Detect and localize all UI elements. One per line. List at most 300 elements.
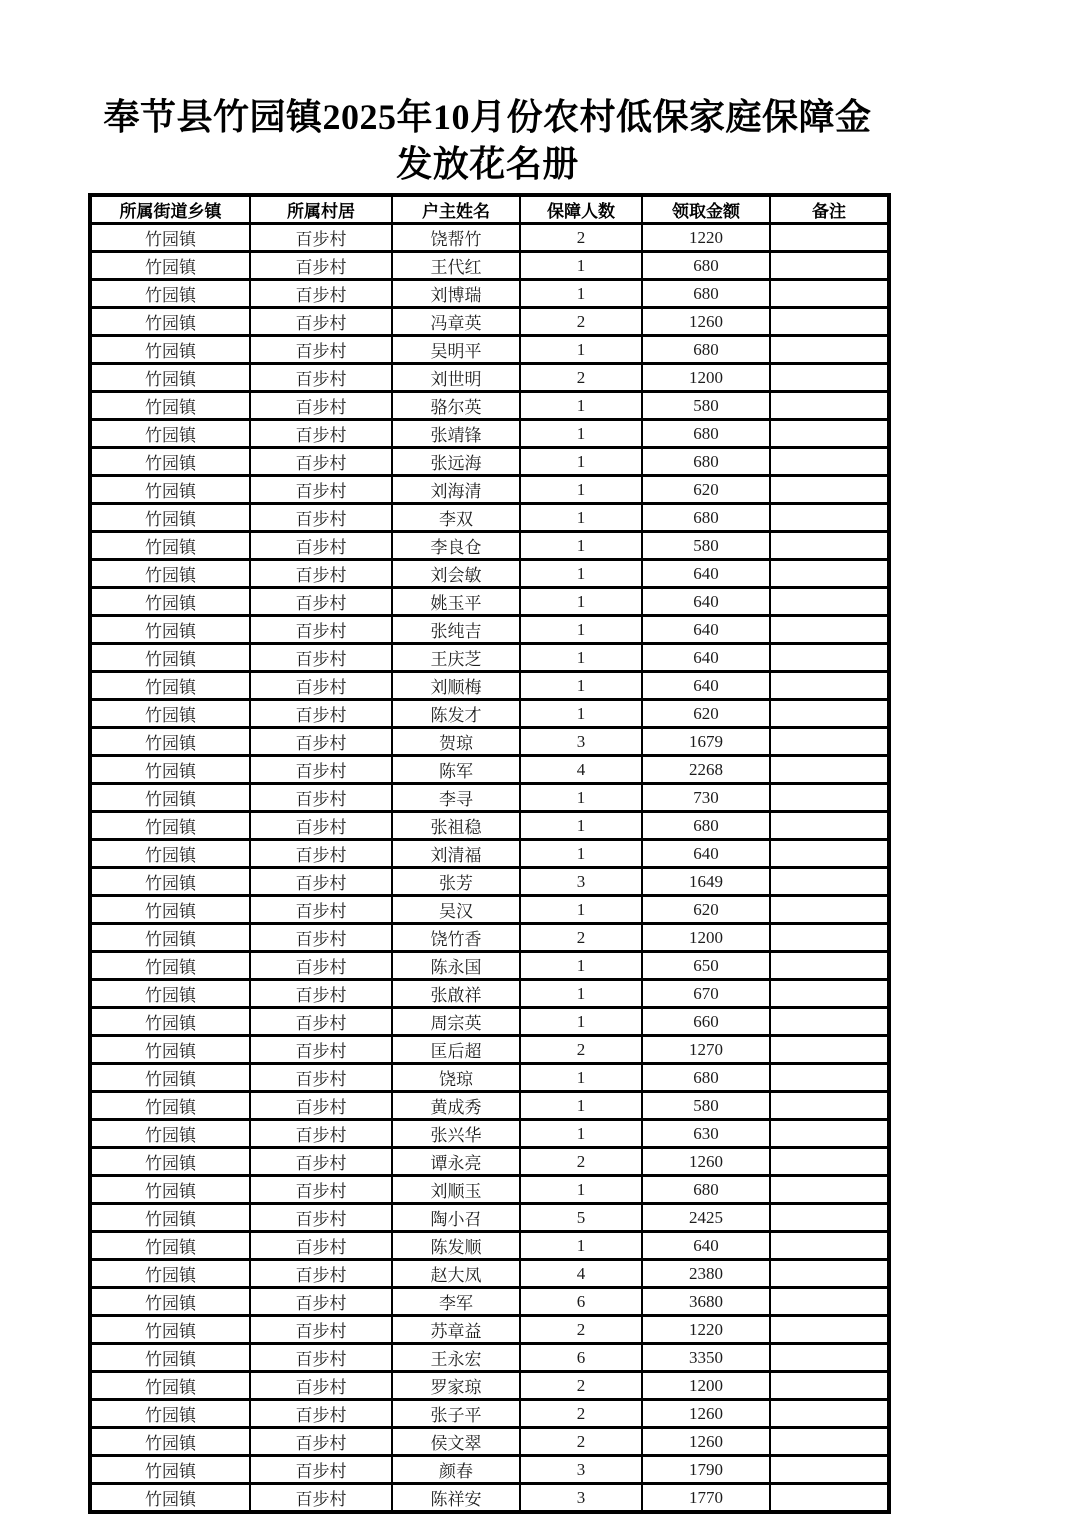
cell-village: 百步村 [250, 1484, 392, 1513]
table-row [90, 420, 889, 448]
cell-township: 竹园镇 [90, 868, 250, 896]
cell-remarks [770, 896, 889, 924]
cell-remarks [770, 1232, 889, 1260]
table-row [90, 952, 889, 980]
cell-remarks [770, 1428, 889, 1456]
cell-insured-count: 1 [520, 448, 642, 476]
cell-village: 百步村 [250, 924, 392, 952]
cell-householder-name: 贺琼 [392, 728, 520, 756]
table-row [90, 448, 889, 476]
cell-householder-name: 饶竹香 [392, 924, 520, 952]
table-row [90, 700, 889, 728]
table-row [90, 1204, 889, 1232]
cell-village: 百步村 [250, 1176, 392, 1204]
cell-township: 竹园镇 [90, 1176, 250, 1204]
cell-township: 竹园镇 [90, 1260, 250, 1288]
cell-amount: 640 [642, 616, 770, 644]
cell-amount: 680 [642, 420, 770, 448]
cell-village: 百步村 [250, 1064, 392, 1092]
cell-village: 百步村 [250, 784, 392, 812]
cell-householder-name: 李双 [392, 504, 520, 532]
cell-householder-name: 张啟祥 [392, 980, 520, 1008]
table-row [90, 1344, 889, 1372]
cell-householder-name: 张靖锋 [392, 420, 520, 448]
cell-householder-name: 饶琼 [392, 1064, 520, 1092]
cell-insured-count: 1 [520, 504, 642, 532]
cell-village: 百步村 [250, 448, 392, 476]
cell-amount: 1790 [642, 1456, 770, 1484]
cell-township: 竹园镇 [90, 784, 250, 812]
cell-amount: 630 [642, 1120, 770, 1148]
header-village: 所属村居 [250, 195, 392, 224]
cell-amount: 2425 [642, 1204, 770, 1232]
cell-householder-name: 吴汉 [392, 896, 520, 924]
cell-amount: 2268 [642, 756, 770, 784]
cell-remarks [770, 1372, 889, 1400]
cell-amount: 620 [642, 700, 770, 728]
cell-township: 竹园镇 [90, 1344, 250, 1372]
cell-township: 竹园镇 [90, 1456, 250, 1484]
cell-village: 百步村 [250, 728, 392, 756]
cell-township: 竹园镇 [90, 1232, 250, 1260]
cell-township: 竹园镇 [90, 616, 250, 644]
cell-remarks [770, 336, 889, 364]
cell-householder-name: 侯文翠 [392, 1428, 520, 1456]
table-row [90, 672, 889, 700]
cell-remarks [770, 224, 889, 252]
table-row [90, 1456, 889, 1484]
cell-remarks [770, 1288, 889, 1316]
table-row [90, 476, 889, 504]
cell-householder-name: 刘顺梅 [392, 672, 520, 700]
cell-insured-count: 4 [520, 1260, 642, 1288]
cell-village: 百步村 [250, 1148, 392, 1176]
cell-village: 百步村 [250, 1036, 392, 1064]
cell-householder-name: 苏章益 [392, 1316, 520, 1344]
cell-remarks [770, 1092, 889, 1120]
cell-householder-name: 冯章英 [392, 308, 520, 336]
cell-township: 竹园镇 [90, 1064, 250, 1092]
cell-amount: 1260 [642, 1148, 770, 1176]
cell-remarks [770, 1484, 889, 1513]
cell-householder-name: 罗家琼 [392, 1372, 520, 1400]
cell-village: 百步村 [250, 616, 392, 644]
cell-insured-count: 1 [520, 1064, 642, 1092]
cell-amount: 660 [642, 1008, 770, 1036]
cell-township: 竹园镇 [90, 392, 250, 420]
cell-remarks [770, 1456, 889, 1484]
cell-remarks [770, 392, 889, 420]
header-amount: 领取金额 [642, 195, 770, 224]
cell-amount: 1649 [642, 868, 770, 896]
cell-amount: 3350 [642, 1344, 770, 1372]
cell-township: 竹园镇 [90, 308, 250, 336]
cell-remarks [770, 728, 889, 756]
cell-insured-count: 1 [520, 616, 642, 644]
cell-remarks [770, 616, 889, 644]
cell-insured-count: 6 [520, 1288, 642, 1316]
cell-remarks [770, 504, 889, 532]
cell-insured-count: 3 [520, 728, 642, 756]
cell-householder-name: 陶小召 [392, 1204, 520, 1232]
table-row [90, 1288, 889, 1316]
cell-village: 百步村 [250, 1204, 392, 1232]
header-remarks: 备注 [770, 195, 889, 224]
cell-householder-name: 张远海 [392, 448, 520, 476]
cell-amount: 1220 [642, 1316, 770, 1344]
table-row [90, 1064, 889, 1092]
roster-table-body [90, 224, 889, 1513]
table-row [90, 896, 889, 924]
table-row [90, 588, 889, 616]
cell-township: 竹园镇 [90, 252, 250, 280]
document-content [88, 0, 887, 1514]
cell-township: 竹园镇 [90, 1148, 250, 1176]
cell-village: 百步村 [250, 1260, 392, 1288]
cell-householder-name: 王庆芝 [392, 644, 520, 672]
header-township: 所属街道乡镇 [90, 195, 250, 224]
cell-insured-count: 1 [520, 336, 642, 364]
cell-householder-name: 刘博瑞 [392, 280, 520, 308]
cell-householder-name: 王永宏 [392, 1344, 520, 1372]
cell-township: 竹园镇 [90, 532, 250, 560]
cell-township: 竹园镇 [90, 504, 250, 532]
cell-amount: 650 [642, 952, 770, 980]
table-row [90, 308, 889, 336]
cell-village: 百步村 [250, 1372, 392, 1400]
table-row [90, 1316, 889, 1344]
cell-insured-count: 1 [520, 812, 642, 840]
cell-amount: 1200 [642, 1372, 770, 1400]
cell-village: 百步村 [250, 364, 392, 392]
cell-insured-count: 2 [520, 364, 642, 392]
cell-village: 百步村 [250, 224, 392, 252]
cell-insured-count: 4 [520, 756, 642, 784]
cell-village: 百步村 [250, 476, 392, 504]
cell-householder-name: 黄成秀 [392, 1092, 520, 1120]
cell-insured-count: 6 [520, 1344, 642, 1372]
cell-householder-name: 张子平 [392, 1400, 520, 1428]
cell-householder-name: 陈永国 [392, 952, 520, 980]
cell-insured-count: 1 [520, 700, 642, 728]
header-householder-name: 户主姓名 [392, 195, 520, 224]
cell-village: 百步村 [250, 812, 392, 840]
cell-householder-name: 饶帮竹 [392, 224, 520, 252]
table-row [90, 644, 889, 672]
cell-householder-name: 颜春 [392, 1456, 520, 1484]
cell-amount: 1679 [642, 728, 770, 756]
cell-insured-count: 1 [520, 672, 642, 700]
cell-village: 百步村 [250, 504, 392, 532]
table-row [90, 812, 889, 840]
cell-remarks [770, 840, 889, 868]
cell-village: 百步村 [250, 1232, 392, 1260]
table-row [90, 392, 889, 420]
cell-remarks [770, 280, 889, 308]
cell-township: 竹园镇 [90, 476, 250, 504]
cell-amount: 1260 [642, 308, 770, 336]
cell-insured-count: 1 [520, 420, 642, 448]
cell-remarks [770, 980, 889, 1008]
table-row [90, 1092, 889, 1120]
cell-township: 竹园镇 [90, 364, 250, 392]
cell-remarks [770, 700, 889, 728]
cell-township: 竹园镇 [90, 448, 250, 476]
cell-insured-count: 1 [520, 952, 642, 980]
cell-householder-name: 刘海清 [392, 476, 520, 504]
table-row [90, 364, 889, 392]
cell-remarks [770, 1008, 889, 1036]
cell-village: 百步村 [250, 392, 392, 420]
table-row [90, 868, 889, 896]
cell-insured-count: 1 [520, 392, 642, 420]
document-title: 奉节县竹园镇2025年10月份农村低保家庭保障金发放花名册 [103, 97, 872, 184]
cell-householder-name: 赵大凤 [392, 1260, 520, 1288]
cell-remarks [770, 952, 889, 980]
cell-township: 竹园镇 [90, 952, 250, 980]
cell-township: 竹园镇 [90, 896, 250, 924]
cell-village: 百步村 [250, 1456, 392, 1484]
cell-remarks [770, 532, 889, 560]
cell-insured-count: 1 [520, 980, 642, 1008]
cell-remarks [770, 364, 889, 392]
cell-amount: 680 [642, 1064, 770, 1092]
cell-insured-count: 1 [520, 840, 642, 868]
cell-township: 竹园镇 [90, 1484, 250, 1513]
table-row [90, 1008, 889, 1036]
cell-village: 百步村 [250, 896, 392, 924]
cell-amount: 1270 [642, 1036, 770, 1064]
cell-insured-count: 1 [520, 476, 642, 504]
cell-village: 百步村 [250, 280, 392, 308]
cell-insured-count: 2 [520, 1148, 642, 1176]
cell-amount: 1200 [642, 924, 770, 952]
cell-amount: 1260 [642, 1400, 770, 1428]
cell-remarks [770, 252, 889, 280]
table-row [90, 1400, 889, 1428]
cell-township: 竹园镇 [90, 588, 250, 616]
cell-amount: 620 [642, 476, 770, 504]
cell-insured-count: 3 [520, 868, 642, 896]
cell-village: 百步村 [250, 532, 392, 560]
cell-village: 百步村 [250, 1428, 392, 1456]
cell-village: 百步村 [250, 252, 392, 280]
cell-amount: 1220 [642, 224, 770, 252]
cell-insured-count: 2 [520, 924, 642, 952]
cell-village: 百步村 [250, 952, 392, 980]
cell-remarks [770, 1064, 889, 1092]
cell-insured-count: 1 [520, 1120, 642, 1148]
cell-remarks [770, 924, 889, 952]
cell-village: 百步村 [250, 1400, 392, 1428]
cell-amount: 640 [642, 644, 770, 672]
cell-insured-count: 3 [520, 1456, 642, 1484]
cell-insured-count: 1 [520, 532, 642, 560]
cell-insured-count: 2 [520, 1372, 642, 1400]
cell-remarks [770, 1036, 889, 1064]
cell-remarks [770, 1204, 889, 1232]
cell-township: 竹园镇 [90, 1400, 250, 1428]
cell-householder-name: 李寻 [392, 784, 520, 812]
cell-insured-count: 2 [520, 308, 642, 336]
cell-remarks [770, 1400, 889, 1428]
cell-amount: 640 [642, 840, 770, 868]
cell-village: 百步村 [250, 1120, 392, 1148]
cell-village: 百步村 [250, 1344, 392, 1372]
cell-amount: 680 [642, 812, 770, 840]
cell-amount: 680 [642, 336, 770, 364]
cell-amount: 580 [642, 532, 770, 560]
cell-remarks [770, 1316, 889, 1344]
table-row [90, 1260, 889, 1288]
cell-village: 百步村 [250, 308, 392, 336]
cell-remarks [770, 588, 889, 616]
cell-householder-name: 陈祥安 [392, 1484, 520, 1513]
cell-village: 百步村 [250, 868, 392, 896]
table-row [90, 980, 889, 1008]
roster-table-head [90, 195, 889, 224]
cell-amount: 1260 [642, 1428, 770, 1456]
cell-remarks [770, 644, 889, 672]
cell-township: 竹园镇 [90, 280, 250, 308]
table-row [90, 1428, 889, 1456]
cell-village: 百步村 [250, 840, 392, 868]
cell-village: 百步村 [250, 560, 392, 588]
cell-householder-name: 周宗英 [392, 1008, 520, 1036]
cell-householder-name: 张兴华 [392, 1120, 520, 1148]
table-row [90, 336, 889, 364]
cell-householder-name: 李良仓 [392, 532, 520, 560]
cell-householder-name: 张祖稳 [392, 812, 520, 840]
cell-insured-count: 1 [520, 896, 642, 924]
cell-insured-count: 2 [520, 1316, 642, 1344]
cell-township: 竹园镇 [90, 980, 250, 1008]
cell-insured-count: 1 [520, 1176, 642, 1204]
cell-amount: 680 [642, 280, 770, 308]
cell-insured-count: 1 [520, 644, 642, 672]
roster-table [88, 193, 891, 1514]
cell-insured-count: 1 [520, 252, 642, 280]
cell-insured-count: 1 [520, 1232, 642, 1260]
cell-village: 百步村 [250, 644, 392, 672]
cell-remarks [770, 1344, 889, 1372]
cell-village: 百步村 [250, 420, 392, 448]
cell-insured-count: 2 [520, 1400, 642, 1428]
table-row [90, 784, 889, 812]
table-row [90, 532, 889, 560]
cell-insured-count: 1 [520, 784, 642, 812]
cell-insured-count: 1 [520, 1092, 642, 1120]
table-row [90, 1036, 889, 1064]
cell-township: 竹园镇 [90, 1008, 250, 1036]
table-row [90, 560, 889, 588]
cell-householder-name: 骆尔英 [392, 392, 520, 420]
cell-village: 百步村 [250, 1288, 392, 1316]
cell-village: 百步村 [250, 1316, 392, 1344]
cell-township: 竹园镇 [90, 336, 250, 364]
cell-township: 竹园镇 [90, 1120, 250, 1148]
cell-village: 百步村 [250, 672, 392, 700]
cell-amount: 680 [642, 448, 770, 476]
cell-township: 竹园镇 [90, 420, 250, 448]
cell-township: 竹园镇 [90, 672, 250, 700]
cell-township: 竹园镇 [90, 1036, 250, 1064]
cell-householder-name: 匡后超 [392, 1036, 520, 1064]
cell-township: 竹园镇 [90, 756, 250, 784]
cell-township: 竹园镇 [90, 1288, 250, 1316]
table-row [90, 1232, 889, 1260]
cell-insured-count: 5 [520, 1204, 642, 1232]
cell-township: 竹园镇 [90, 1316, 250, 1344]
cell-remarks [770, 560, 889, 588]
cell-village: 百步村 [250, 1092, 392, 1120]
cell-householder-name: 陈发才 [392, 700, 520, 728]
cell-insured-count: 2 [520, 224, 642, 252]
table-row [90, 924, 889, 952]
cell-township: 竹园镇 [90, 644, 250, 672]
cell-householder-name: 刘会敏 [392, 560, 520, 588]
cell-village: 百步村 [250, 588, 392, 616]
cell-insured-count: 2 [520, 1036, 642, 1064]
cell-village: 百步村 [250, 700, 392, 728]
table-row [90, 252, 889, 280]
cell-insured-count: 1 [520, 1008, 642, 1036]
table-row [90, 1176, 889, 1204]
cell-amount: 3680 [642, 1288, 770, 1316]
cell-insured-count: 2 [520, 1428, 642, 1456]
cell-village: 百步村 [250, 1008, 392, 1036]
cell-remarks [770, 756, 889, 784]
cell-amount: 640 [642, 588, 770, 616]
table-row [90, 616, 889, 644]
cell-householder-name: 李军 [392, 1288, 520, 1316]
cell-remarks [770, 420, 889, 448]
cell-amount: 670 [642, 980, 770, 1008]
table-row [90, 224, 889, 252]
cell-insured-count: 1 [520, 560, 642, 588]
cell-remarks [770, 308, 889, 336]
cell-insured-count: 1 [520, 588, 642, 616]
cell-amount: 620 [642, 896, 770, 924]
cell-householder-name: 张纯吉 [392, 616, 520, 644]
cell-township: 竹园镇 [90, 1092, 250, 1120]
cell-householder-name: 刘世明 [392, 364, 520, 392]
table-row [90, 728, 889, 756]
cell-remarks [770, 672, 889, 700]
table-row [90, 504, 889, 532]
table-row [90, 1148, 889, 1176]
table-row [90, 1484, 889, 1513]
cell-township: 竹园镇 [90, 1428, 250, 1456]
cell-amount: 580 [642, 1092, 770, 1120]
cell-township: 竹园镇 [90, 812, 250, 840]
cell-remarks [770, 1176, 889, 1204]
cell-amount: 1770 [642, 1484, 770, 1513]
cell-remarks [770, 868, 889, 896]
table-row [90, 756, 889, 784]
cell-township: 竹园镇 [90, 840, 250, 868]
cell-village: 百步村 [250, 756, 392, 784]
cell-amount: 1200 [642, 364, 770, 392]
cell-householder-name: 陈发顺 [392, 1232, 520, 1260]
cell-township: 竹园镇 [90, 1372, 250, 1400]
cell-township: 竹园镇 [90, 1204, 250, 1232]
cell-township: 竹园镇 [90, 224, 250, 252]
cell-householder-name: 刘清福 [392, 840, 520, 868]
cell-remarks [770, 812, 889, 840]
cell-village: 百步村 [250, 980, 392, 1008]
cell-amount: 2380 [642, 1260, 770, 1288]
